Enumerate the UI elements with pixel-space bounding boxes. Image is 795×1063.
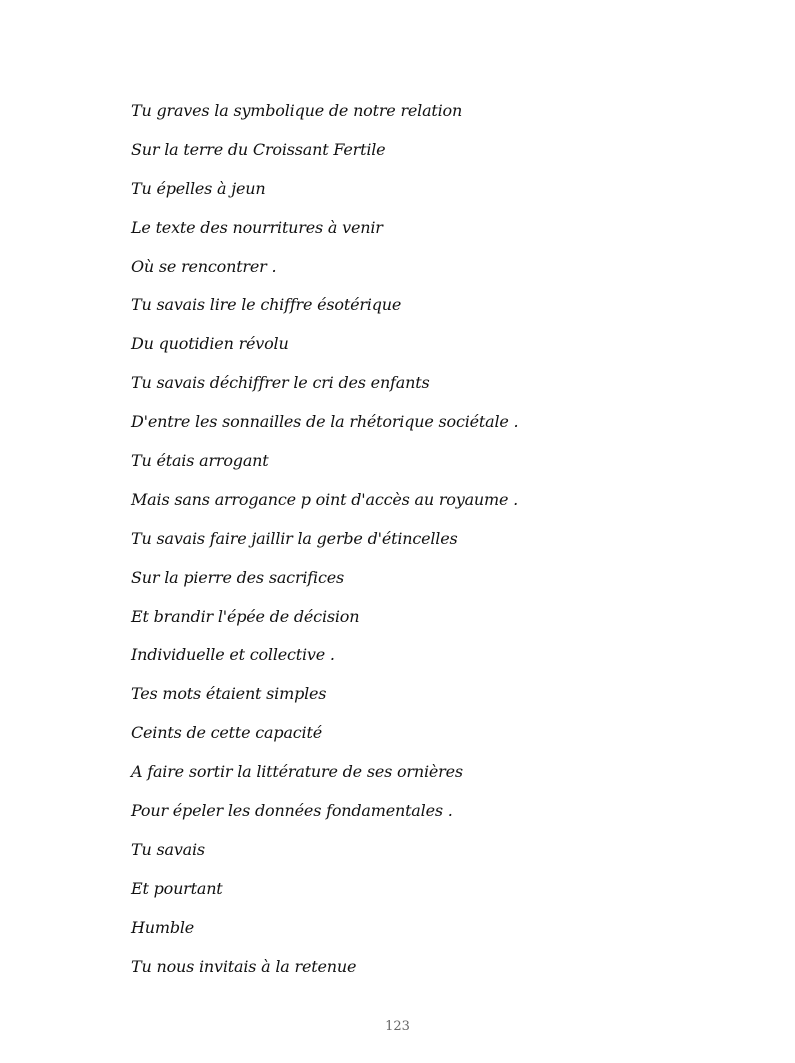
poem-line: Où se rencontrer .: [131, 256, 277, 276]
poem-line: Sur la pierre des sacrifices: [131, 567, 344, 587]
poem-line: Tu étais arrogant: [131, 451, 269, 471]
poem-line: Pour épeler les données fondamentales .: [131, 801, 453, 821]
poem-line: Sur la terre du Croissant Fertile: [131, 139, 386, 159]
poem-line: Tu savais: [131, 839, 205, 859]
poem-line: Tu nous invitais à la retenue: [131, 956, 357, 976]
poem-line: A faire sortir la littérature de ses ornières: [131, 762, 463, 782]
poem-line: Et pourtant: [131, 878, 223, 898]
poem-line: Du quotidien révolu: [131, 334, 289, 354]
poem-line: Mais sans arrogance p oint d'accès au royaume .: [131, 489, 519, 509]
poem-line: D'entre les sonnailles de la rhétorique sociétale .: [131, 412, 519, 432]
poem-line: Tu savais faire jaillir la gerbe d'étincelles: [131, 528, 458, 548]
poem-line: Tu savais lire le chiffre ésotérique: [131, 295, 402, 315]
poem-line: Individuelle et collective .: [131, 645, 335, 665]
poem-line: Tu savais déchiffrer le cri des enfants: [131, 373, 430, 393]
poem-line: Et brandir l'épée de décision: [131, 606, 360, 626]
poem-line: Tu graves la symbolique de notre relation: [131, 101, 463, 120]
poem-line: Tes mots étaient simples: [131, 684, 327, 704]
poem-line: Ceints de cette capacité: [131, 723, 322, 743]
poem-body: [131, 99, 518, 993]
poem-line: Humble: [131, 917, 195, 937]
page-number: 123: [385, 1019, 410, 1034]
poem-line: Le texte des nourritures à venir: [131, 217, 383, 237]
poem-line: Tu épelles à jeun: [131, 178, 266, 198]
